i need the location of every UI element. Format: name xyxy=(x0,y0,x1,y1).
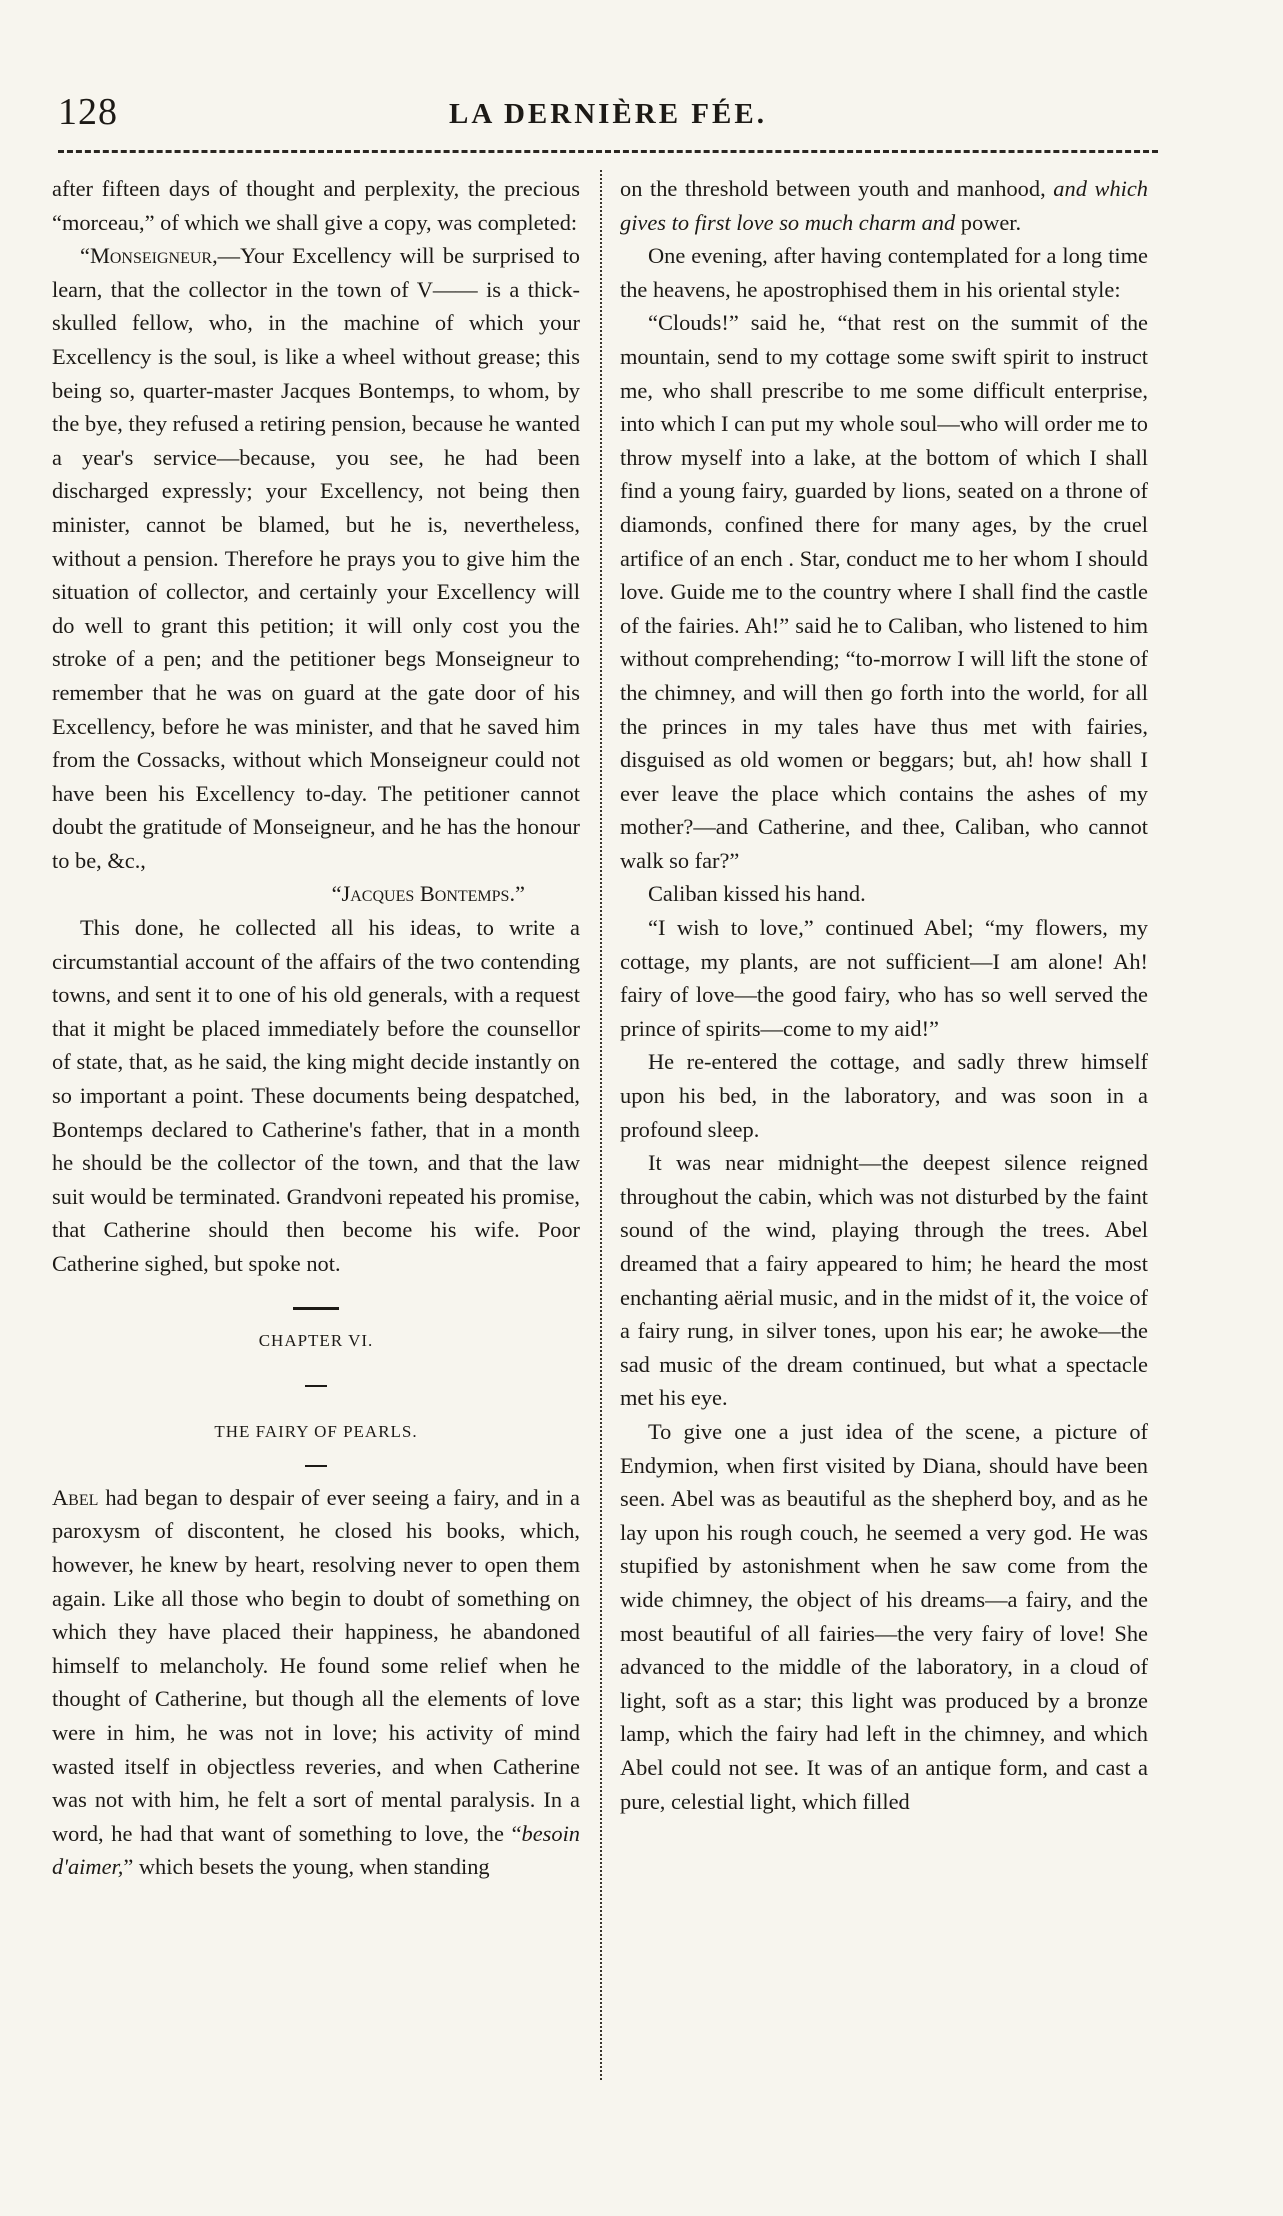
chapter-opening-paragraph xyxy=(52,1481,580,1884)
paragraph: To give one a just idea of the scene, a picture of Endymion, when first visited by Diana, should have been seen. Abel was as beautiful as the shepherd boy, and as he lay upon his rough couch, he seemed a very god. He was stupified by astonishment when he saw come from the wide chimney, the object of his dreams—a fairy, and the most beautiful of all fairies—the very fairy of love! She advanced to the middle of the laboratory, in a cloud of light, soft as a star; this light was produced by a bronze lamp, which the fairy had left in the chimney, and which Abel could not see. It was of an antique form, and cast a pure, celestial light, which filled xyxy=(620,1418,1148,1814)
chapter-rule-top xyxy=(293,1307,339,1310)
letter-salutation: “Monseigneur, xyxy=(80,243,218,269)
paragraph: after fifteen days of thought and perplexity, the precious “morceau,” of which we shall give a copy, was completed: xyxy=(52,176,580,235)
paragraph: It was near midnight—the deepest silence reigned throughout the cabin, which was not disturbed by the faint sound of the wind, playing through the trees. Abel dreamed that a fairy appeared to him; he heard the most enchanting aërial music, and in the midst of it, the voice of a fairy rung, in silver tones, upon his ear; he awoke—the sad music of the dream continued, but what a spectacle met his eye. xyxy=(620,1150,1148,1411)
right-column xyxy=(620,172,1148,1818)
header-rule xyxy=(58,150,1158,153)
column-divider xyxy=(600,170,602,2080)
letter-body: —Your Excellency will be surprised to learn, that the collector in the town of V—— is a thick-skulled fellow, who, in the machine of which your Excellency is the soul, is like a wheel without grease; this being so, quarter-master Jacques Bontemps, to whom, by the bye, they refused a retiring pension, because he wanted a year's service—because, you see, he had been discharged expressly; your Excellency, not being then minister, cannot be blamed, but he is, nevertheless, without a pension. Therefore he prays you to give him the situation of collector, and certainly your Excellency will do well to grant this petition; it will only cost you the stroke of a pen; and the petitioner begs Monseigneur to remember that he was on guard at the gate door of his Excellency, before he was minister, and that he saved him from the Cossacks, without which Monseigneur could not have been his Excellency to-day. The petitioner cannot doubt the gratitude of Monseigneur, and he has the honour to be, &c., xyxy=(52,243,580,873)
letter-paragraph xyxy=(52,239,580,877)
page-number: 128 xyxy=(58,91,118,133)
paragraph: Caliban kissed his hand. xyxy=(648,881,866,907)
paragraph-text-end: ” which besets the young, when standing xyxy=(123,1854,490,1880)
page-header xyxy=(58,90,1158,150)
letter-signature: “Jacques Bontemps.” xyxy=(331,881,525,907)
opening-word: Abel xyxy=(52,1484,99,1510)
chapter-subtitle: THE FAIRY OF PEARLS. xyxy=(214,1422,418,1442)
paragraph: “Clouds!” said he, “that rest on the summit of the mountain, send to my cottage some swift spirit to instruct me, who shall prescribe to me some difficult enterprise, into which I can put my whole soul—who will order me to throw myself into a lake, at the bottom of which I shall find a young fairy, guarded by lions, seated on a throne of diamonds, confined there for many ages, by the cruel artifice of an ench . Star, conduct me to her whom I should love. Guide me to the country where I shall find the castle of the fairies. Ah!” said he to Caliban, who listened to him without comprehending; “to-morrow I will lift the stone of the chimney, and will then go forth into the world, for all the princes in my tales have thus met with fairies, disguised as old women or beggars; but, ah! how shall I ever leave the place which contains the ashes of my mother?—and Catherine, and thee, Caliban, who cannot walk so far?” xyxy=(620,310,1148,873)
running-title: LA DERNIÈRE FÉE. xyxy=(449,98,767,130)
paragraph: This done, he collected all his ideas, to write a circumstantial account of the affairs of the two contending towns, and sent it to one of his old generals, with a request that it might be placed immediately before the counsellor of state, that, as he said, the king might decide instantly on so important a point. These documents being despatched, Bontemps declared to Catherine's father, that in a month he should be the collector of the town, and that the law suit would be terminated. Grandvoni repeated his promise, that Catherine should then become his wife. Poor Catherine sighed, but spoke not. xyxy=(52,915,580,1276)
chapter-heading: CHAPTER VI. xyxy=(258,1330,374,1350)
continued-paragraph xyxy=(620,172,1148,239)
paragraph: He re-entered the cottage, and sadly threw himself upon his bed, in the laboratory, and was soon in a profound sleep. xyxy=(620,1049,1148,1142)
italic-phrase: and which gives to first love so much charm and xyxy=(620,176,1148,235)
chapter-rule-middle xyxy=(305,1385,327,1387)
paragraph-text: on the threshold between youth and manhood, xyxy=(620,176,1054,201)
chapter-rule-bottom xyxy=(305,1465,327,1467)
paragraph: One evening, after having contemplated for a long time the heavens, he apostrophised them in his oriental style: xyxy=(620,243,1148,302)
paragraph-text-end: power. xyxy=(955,209,1022,235)
paragraph-text: had began to despair of ever seeing a fairy, and in a paroxysm of discontent, he closed his books, which, however, he knew by heart, resolving never to open them again. Like all those who begin to doubt of something on which they have placed their happiness, he abandoned himself to melancholy. He found some relief when he thought of Catherine, but though all the elements of love were in him, he was not in love; his activity of mind wasted itself in objectless reveries, and when Catherine was not with him, he felt a sort of mental paralysis. In a word, he had that want of something to love, the “ xyxy=(52,1484,580,1846)
chapter-heading-block xyxy=(52,1307,580,1467)
paragraph: “I wish to love,” continued Abel; “my flowers, my cottage, my plants, are not sufficient—I am alone! Ah! fairy of love—the good fairy, who has so well served the prince of spirits—come to my aid!” xyxy=(620,915,1148,1041)
italic-phrase: besoin d'aimer, xyxy=(52,1820,580,1880)
left-column xyxy=(52,172,580,1884)
